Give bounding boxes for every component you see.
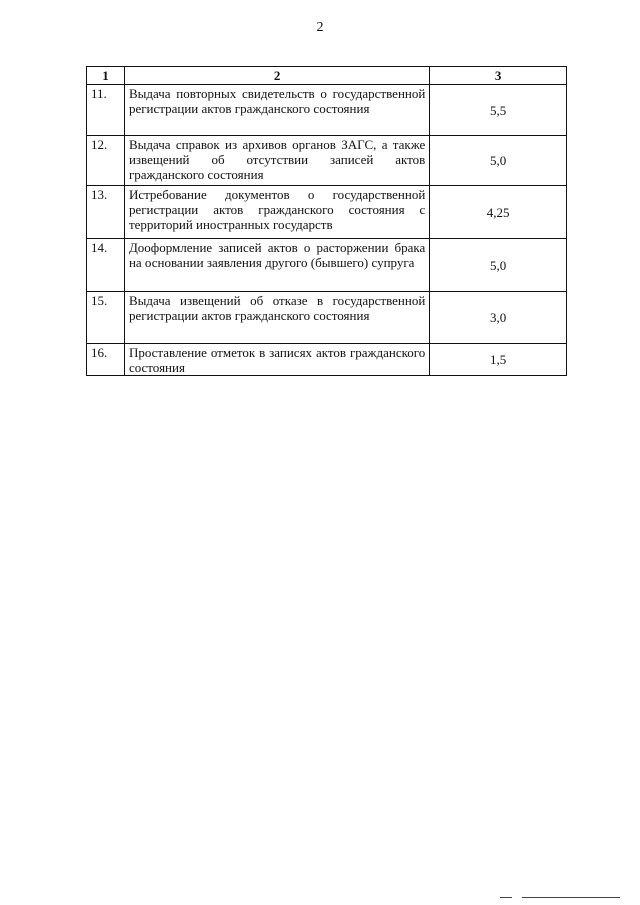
row-number: 11. (87, 85, 125, 136)
row-number: 13. (87, 186, 125, 239)
row-description: Проставление отметок в записях актов гражданского состояния (124, 344, 429, 376)
table-row (87, 136, 567, 186)
fee-table (86, 66, 567, 376)
row-description: Выдача повторных свидетельств о государственной регистрации актов гражданского состояния (124, 85, 429, 136)
row-number: 14. (87, 239, 125, 292)
table-header-row (87, 67, 567, 85)
row-description: Выдача справок из архивов органов ЗАГС, а также извещений об отсутствии записей актов гражданского состояния (124, 136, 429, 186)
table-row (87, 85, 567, 136)
row-value: 1,5 (430, 344, 567, 376)
row-value: 3,0 (430, 292, 567, 344)
row-value: 5,5 (430, 85, 567, 136)
table-row (87, 186, 567, 239)
column-header-2: 2 (124, 67, 429, 85)
row-description: Выдача извещений об отказе в государственной регистрации актов гражданского состояния (124, 292, 429, 344)
page-number: 2 (316, 20, 324, 35)
row-description: Истребование документов о государственной регистрации актов гражданского состояния с территорий иностранных государств (124, 186, 429, 239)
row-value: 4,25 (430, 186, 567, 239)
column-header-3: 3 (430, 67, 567, 85)
row-value: 5,0 (430, 239, 567, 292)
row-description: Дооформление записей актов о расторжении брака на основании заявления другого (бывшего) супруга (124, 239, 429, 292)
row-number: 12. (87, 136, 125, 186)
row-number: 15. (87, 292, 125, 344)
footer-scan-marks (500, 897, 620, 899)
column-header-1: 1 (87, 67, 125, 85)
row-number: 16. (87, 344, 125, 376)
row-value: 5,0 (430, 136, 567, 186)
table-row (87, 239, 567, 292)
table-row (87, 292, 567, 344)
table-row (87, 344, 567, 376)
